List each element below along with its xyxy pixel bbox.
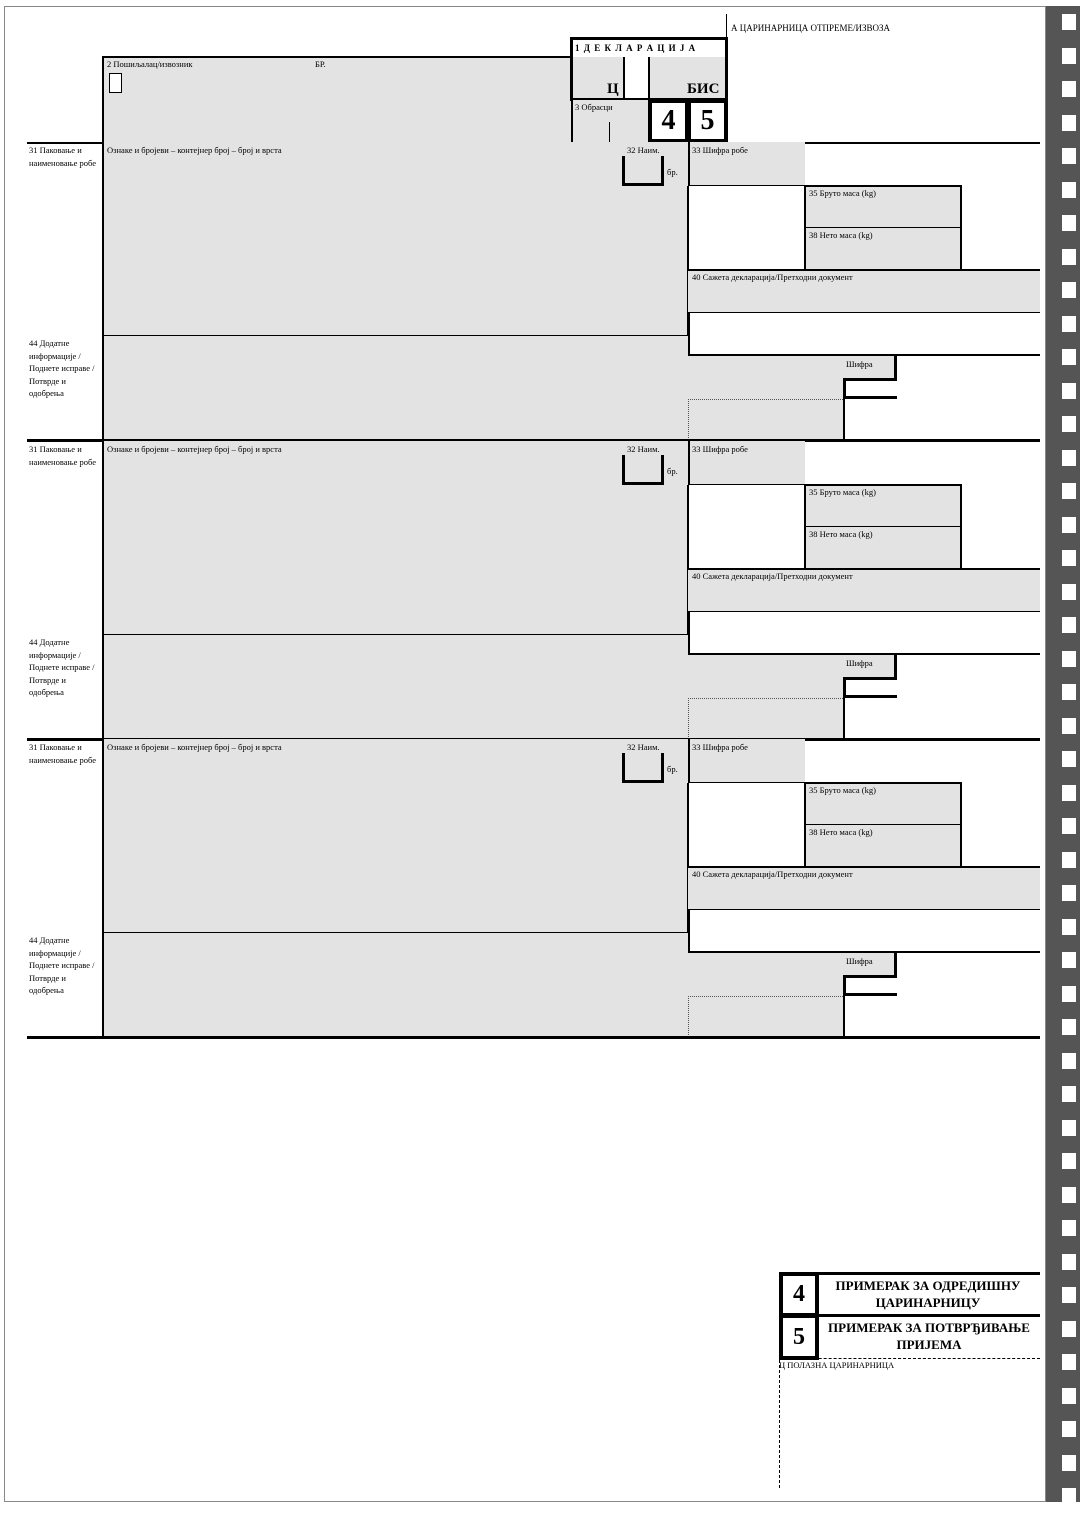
feed-hole xyxy=(1062,1354,1076,1370)
consignor-checkbox[interactable] xyxy=(109,73,122,93)
feed-hole xyxy=(1062,383,1076,399)
additional-info-label: 44 Додатне информације / Поднете исправе / Потврде и одобрења xyxy=(29,935,95,995)
code-label: Шифра xyxy=(846,658,873,668)
feed-hole xyxy=(1062,550,1076,566)
feed-hole xyxy=(1062,1220,1076,1236)
item-no-label: 32 Наим. xyxy=(627,742,660,752)
forms-tick xyxy=(609,122,610,143)
gross-mass-label: 35 Бруто маса (kg) xyxy=(809,487,876,497)
additional-info-sub-field[interactable] xyxy=(688,399,843,440)
feed-hole xyxy=(1062,919,1076,935)
additional-info-sub-divider xyxy=(688,698,689,739)
feed-hole xyxy=(1062,751,1076,767)
feed-hole xyxy=(1062,885,1076,901)
gross-mass-label: 35 Бруто маса (kg) xyxy=(809,188,876,198)
item-block-bottom-rule xyxy=(27,1036,1040,1039)
gross-mass-label: 35 Бруто маса (kg) xyxy=(809,785,876,795)
commodity-code-label: 33 Шифра робе xyxy=(692,444,748,454)
feed-hole xyxy=(1062,1421,1076,1437)
additional-info-sub-rule xyxy=(688,698,843,699)
feed-hole xyxy=(1062,1455,1076,1471)
additional-info-label: 44 Додатне информације / Поднете исправе / Потврде и одобрења xyxy=(29,338,95,398)
feed-hole xyxy=(1062,1287,1076,1303)
copy-number-box-4: 4 xyxy=(648,99,689,143)
code-bracket xyxy=(843,677,897,698)
packages-label: 31 Паковање и наименовање робе xyxy=(29,444,97,467)
marks-label: Ознаке и бројеви – контејнер број – број и врста xyxy=(107,145,282,155)
feed-hole xyxy=(1062,215,1076,231)
code-right-divider xyxy=(843,698,845,739)
additional-info-sub-field[interactable] xyxy=(688,698,843,739)
additional-info-sub-divider xyxy=(688,399,689,440)
summary-declaration-label: 40 Сажета декларација/Претходни документ xyxy=(692,869,853,879)
item-no-bracket xyxy=(622,455,664,485)
feed-hole xyxy=(1062,651,1076,667)
additional-info-sub-field[interactable] xyxy=(688,996,843,1037)
copy-4-number: 4 xyxy=(779,1272,819,1317)
feed-hole xyxy=(1062,1187,1076,1203)
item-no-bracket xyxy=(622,753,664,783)
item-no-sub-label: бр. xyxy=(667,764,678,774)
summary-declaration-label: 40 Сажета декларација/Претходни документ xyxy=(692,571,853,581)
marks-field[interactable] xyxy=(102,142,688,336)
additional-info-sub-rule xyxy=(688,996,843,997)
feed-hole xyxy=(1062,115,1076,131)
feed-hole xyxy=(1062,1019,1076,1035)
consignor-label: 2 Пошиљалац/извозник xyxy=(107,59,193,69)
code-bracket xyxy=(843,975,897,996)
marks-label: Ознаке и бројеви – контејнер број – број и врста xyxy=(107,444,282,454)
packages-label: 31 Паковање и наименовање робе xyxy=(29,145,97,168)
feed-hole xyxy=(1062,249,1076,265)
net-mass-label: 38 Нето маса (kg) xyxy=(809,230,873,240)
feed-hole xyxy=(1062,1153,1076,1169)
additional-info-sub-divider xyxy=(688,996,689,1037)
customs-office-dispatch-label: А ЦАРИНАРНИЦА ОТПРЕМЕ/ИЗВОЗА xyxy=(731,23,891,33)
feed-hole xyxy=(1062,517,1076,533)
feed-hole xyxy=(1062,148,1076,164)
number-label: БР. xyxy=(315,59,326,69)
code-bracket xyxy=(843,378,897,399)
feed-hole xyxy=(1062,48,1076,64)
feed-hole xyxy=(1062,952,1076,968)
departure-office-side xyxy=(779,1360,780,1488)
declaration-divider-1 xyxy=(623,57,625,98)
feed-hole xyxy=(1062,349,1076,365)
feed-hole xyxy=(1062,81,1076,97)
item-no-sub-label: бр. xyxy=(667,466,678,476)
code-right-divider xyxy=(843,996,845,1037)
net-mass-label: 38 Нето маса (kg) xyxy=(809,529,873,539)
feed-hole xyxy=(1062,684,1076,700)
feed-hole xyxy=(1062,785,1076,801)
additional-info-right-blank xyxy=(688,313,1040,356)
packages-label: 31 Паковање и наименовање робе xyxy=(29,742,97,765)
feed-hole xyxy=(1062,316,1076,332)
declaration-divider-2 xyxy=(648,57,650,98)
copy-number-box-5: 5 xyxy=(687,99,728,143)
feed-hole xyxy=(1062,182,1076,198)
item-no-label: 32 Наим. xyxy=(627,145,660,155)
copy-5-title: ПРИМЕРАК ЗА ПОТВРЂИВАЊЕ ПРИЈЕМА xyxy=(828,1320,1030,1352)
feed-hole xyxy=(1062,416,1076,432)
net-mass-label: 38 Нето маса (kg) xyxy=(809,827,873,837)
feed-hole xyxy=(1062,818,1076,834)
departure-office-label: Ц ПОЛАЗНА ЦАРИНАРНИЦА xyxy=(779,1360,895,1370)
item-no-bracket xyxy=(622,156,664,186)
marks-label: Ознаке и бројеви – контејнер број – број и врста xyxy=(107,742,282,752)
copy-4-title: ПРИМЕРАК ЗА ОДРЕДИШНУ ЦАРИНАРНИЦУ xyxy=(835,1278,1021,1310)
declaration-subfield-2[interactable] xyxy=(625,57,648,98)
additional-info-right-blank xyxy=(688,612,1040,655)
feed-hole xyxy=(1062,450,1076,466)
feed-hole xyxy=(1062,282,1076,298)
feed-hole xyxy=(1062,1321,1076,1337)
feed-hole xyxy=(1062,584,1076,600)
feed-hole xyxy=(1062,483,1076,499)
forms-label: 3 Обрасци xyxy=(575,102,613,112)
commodity-code-label: 33 Шифра робе xyxy=(692,742,748,752)
feed-hole xyxy=(1062,617,1076,633)
marks-field[interactable] xyxy=(102,739,688,933)
feed-hole xyxy=(1062,1488,1076,1504)
additional-info-right-blank xyxy=(688,910,1040,953)
feed-hole xyxy=(1062,1254,1076,1270)
feed-hole xyxy=(1062,14,1076,30)
code-label: Шифра xyxy=(846,956,873,966)
item-no-sub-label: бр. xyxy=(667,167,678,177)
feed-hole xyxy=(1062,1120,1076,1136)
declaration-code-c: Ц xyxy=(607,81,619,97)
additional-info-label: 44 Додатне информације / Поднете исправе / Потврде и одобрења xyxy=(29,637,95,697)
item-no-label: 32 Наим. xyxy=(627,444,660,454)
declaration-code-bis: БИС xyxy=(687,81,720,97)
commodity-code-label: 33 Шифра робе xyxy=(692,145,748,155)
feed-hole xyxy=(1062,718,1076,734)
marks-field[interactable] xyxy=(102,441,688,635)
feed-hole xyxy=(1062,986,1076,1002)
feed-hole xyxy=(1062,852,1076,868)
summary-declaration-label: 40 Сажета декларација/Претходни документ xyxy=(692,272,853,282)
code-label: Шифра xyxy=(846,359,873,369)
copy-5-number: 5 xyxy=(779,1314,819,1360)
declaration-label: 1 Д Е К Л А Р А Ц И Ј А xyxy=(575,43,697,53)
feed-hole xyxy=(1062,1053,1076,1069)
feed-hole xyxy=(1062,1086,1076,1102)
additional-info-sub-rule xyxy=(688,399,843,400)
code-right-divider xyxy=(843,399,845,440)
feed-hole xyxy=(1062,1388,1076,1404)
